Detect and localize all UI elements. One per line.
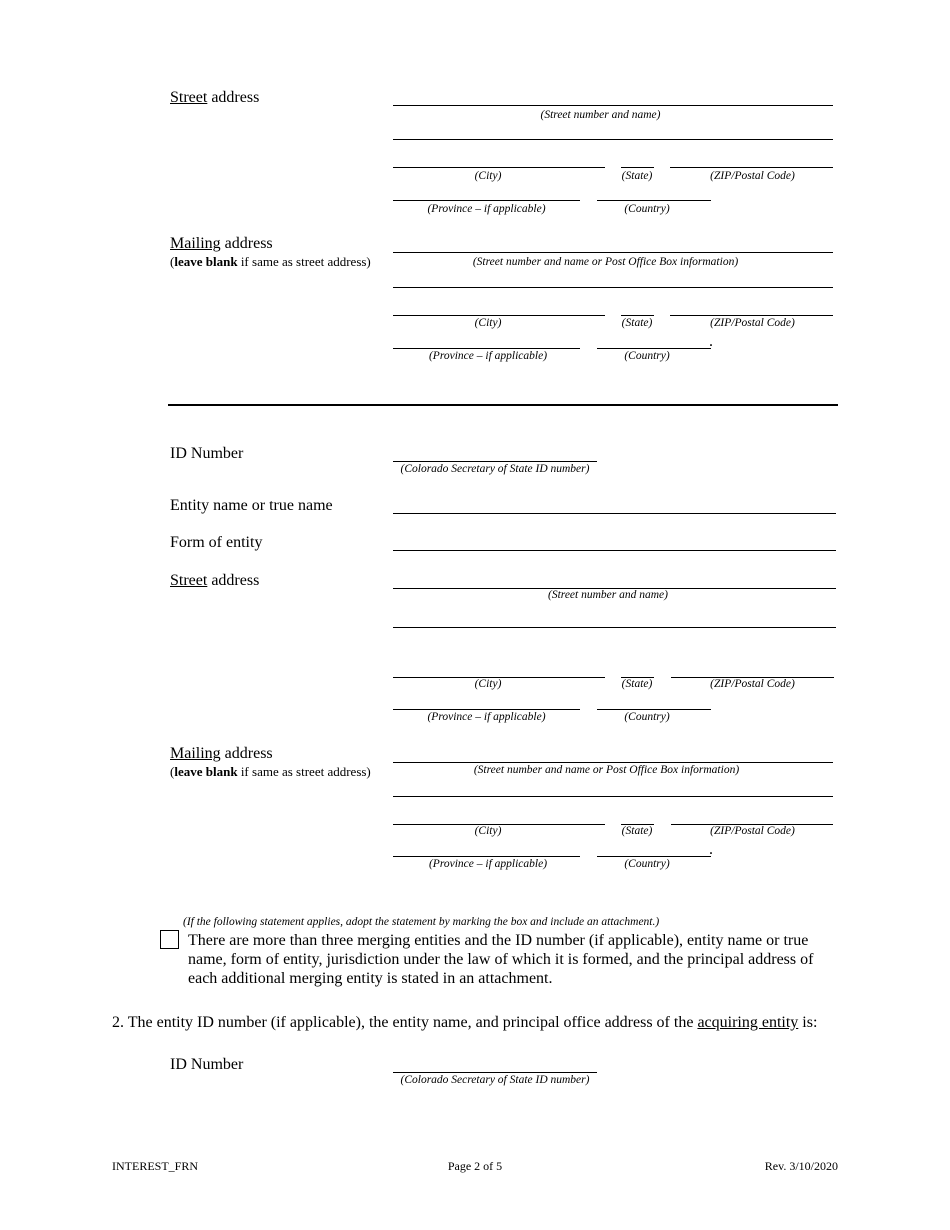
mailing-province-caption: (Province – if applicable)	[428, 350, 548, 362]
mailing-line-3[interactable]	[393, 762, 833, 763]
mailing-state-caption: (State)	[621, 317, 653, 329]
attachment-instruction: (If the following statement applies, adopt the statement by marking the box and include an attachment.)	[183, 916, 660, 928]
country-caption-2: (Country)	[624, 711, 670, 723]
mailing-zip-line[interactable]	[670, 315, 833, 316]
sos-id-caption: (Colorado Secretary of State ID number)	[400, 463, 590, 475]
id-number-label: ID Number	[170, 445, 244, 462]
footer-page-number: Page 2 of 5	[447, 1159, 503, 1173]
state-line[interactable]	[621, 167, 654, 168]
state-caption: (State)	[621, 170, 653, 182]
period-mark: .	[709, 333, 713, 350]
id-number-line[interactable]	[393, 461, 597, 462]
item-2-prefix: 2. The entity ID number (if applicable), the entity name, and principal office address of the	[112, 1014, 698, 1031]
mailing-line-2[interactable]	[393, 287, 833, 288]
street-address-label-2	[170, 572, 259, 590]
section-divider	[168, 404, 838, 406]
entity-name-label: Entity name or true name	[170, 497, 333, 514]
street-address-label	[170, 89, 259, 107]
province-line[interactable]	[393, 200, 580, 201]
street-line-2[interactable]	[393, 139, 833, 140]
street-line-1[interactable]	[393, 105, 833, 106]
leave-blank-bold: leave blank	[174, 254, 238, 269]
mailing-province-line[interactable]	[393, 348, 580, 349]
mailing-city-line[interactable]	[393, 315, 605, 316]
mailing-state-caption-2: (State)	[621, 825, 653, 837]
mailing-word: Mailing	[170, 235, 221, 252]
city-caption: (City)	[474, 170, 502, 182]
acquiring-entity-term: acquiring entity	[697, 1014, 799, 1031]
mailing-province-caption-2: (Province – if applicable)	[428, 858, 548, 870]
street-line-4[interactable]	[393, 627, 836, 628]
mailing-street-caption: (Street number and name or Post Office Box information)	[472, 256, 739, 268]
zip-line[interactable]	[670, 167, 833, 168]
entity-name-line[interactable]	[393, 513, 836, 514]
mailing-city-caption-2: (City)	[474, 825, 502, 837]
mailing-province-line-2[interactable]	[393, 856, 580, 857]
mailing-city-caption: (City)	[474, 317, 502, 329]
mailing-street-caption-2: (Street number and name or Post Office Box information)	[473, 764, 740, 776]
item-2-text	[112, 1014, 817, 1032]
city-caption-2: (City)	[474, 678, 502, 690]
country-line-2[interactable]	[597, 709, 711, 710]
province-caption: (Province – if applicable)	[427, 203, 546, 215]
mailing-country-caption: (Country)	[624, 350, 670, 362]
street-caption-2: (Street number and name)	[548, 589, 668, 601]
footer-revision: Rev. 3/10/2020	[764, 1159, 838, 1173]
province-caption-2: (Province – if applicable)	[427, 711, 546, 723]
leave-blank-note	[170, 254, 371, 270]
mailing-address-label-2	[170, 745, 273, 763]
mailing-zip-caption: (ZIP/Postal Code)	[710, 317, 795, 329]
address-word: address	[220, 235, 273, 252]
leave-blank-rest: if same as street address)	[237, 764, 371, 779]
street-caption: (Street number and name)	[540, 109, 661, 121]
country-caption: (Country)	[624, 203, 670, 215]
footer-form-code: INTEREST_FRN	[112, 1159, 199, 1173]
address-word: address	[207, 572, 260, 589]
mailing-line-4[interactable]	[393, 796, 833, 797]
id-number-line-2[interactable]	[393, 1072, 597, 1073]
item-2-suffix: is:	[798, 1014, 818, 1031]
open-paren: (	[170, 764, 175, 779]
leave-blank-rest: if same as street address)	[237, 254, 371, 269]
mailing-state-line[interactable]	[621, 315, 654, 316]
leave-blank-bold: leave blank	[174, 764, 238, 779]
mailing-country-caption-2: (Country)	[624, 858, 670, 870]
attachment-statement: There are more than three merging entities and the ID number (if applicable), entity name or true name, form of entity, jurisdiction under the law of which it is formed, and the principal address of each additional merging entity is stated in an attachment.	[188, 932, 814, 987]
mailing-country-line-2[interactable]	[597, 856, 711, 857]
mailing-country-line[interactable]	[597, 348, 711, 349]
address-word: address	[207, 89, 260, 106]
mailing-line-1[interactable]	[393, 252, 833, 253]
street-word: Street	[170, 572, 208, 589]
zip-caption-2: (ZIP/Postal Code)	[710, 678, 795, 690]
street-word: Street	[170, 89, 208, 106]
mailing-word: Mailing	[170, 745, 221, 762]
country-line[interactable]	[597, 200, 711, 201]
state-caption-2: (State)	[621, 678, 653, 690]
mailing-zip-caption-2: (ZIP/Postal Code)	[710, 825, 795, 837]
zip-caption: (ZIP/Postal Code)	[710, 170, 795, 182]
id-number-label-2: ID Number	[170, 1056, 244, 1073]
form-of-entity-label: Form of entity	[170, 534, 263, 551]
open-paren: (	[170, 254, 175, 269]
sos-id-caption-2: (Colorado Secretary of State ID number)	[400, 1074, 590, 1086]
leave-blank-note-2	[170, 764, 371, 780]
attachment-checkbox[interactable]	[160, 930, 179, 949]
city-line[interactable]	[393, 167, 605, 168]
province-line-2[interactable]	[393, 709, 580, 710]
form-of-entity-line[interactable]	[393, 550, 836, 551]
mailing-address-label	[170, 235, 273, 253]
period-mark-2: .	[709, 841, 713, 858]
address-word: address	[220, 745, 273, 762]
